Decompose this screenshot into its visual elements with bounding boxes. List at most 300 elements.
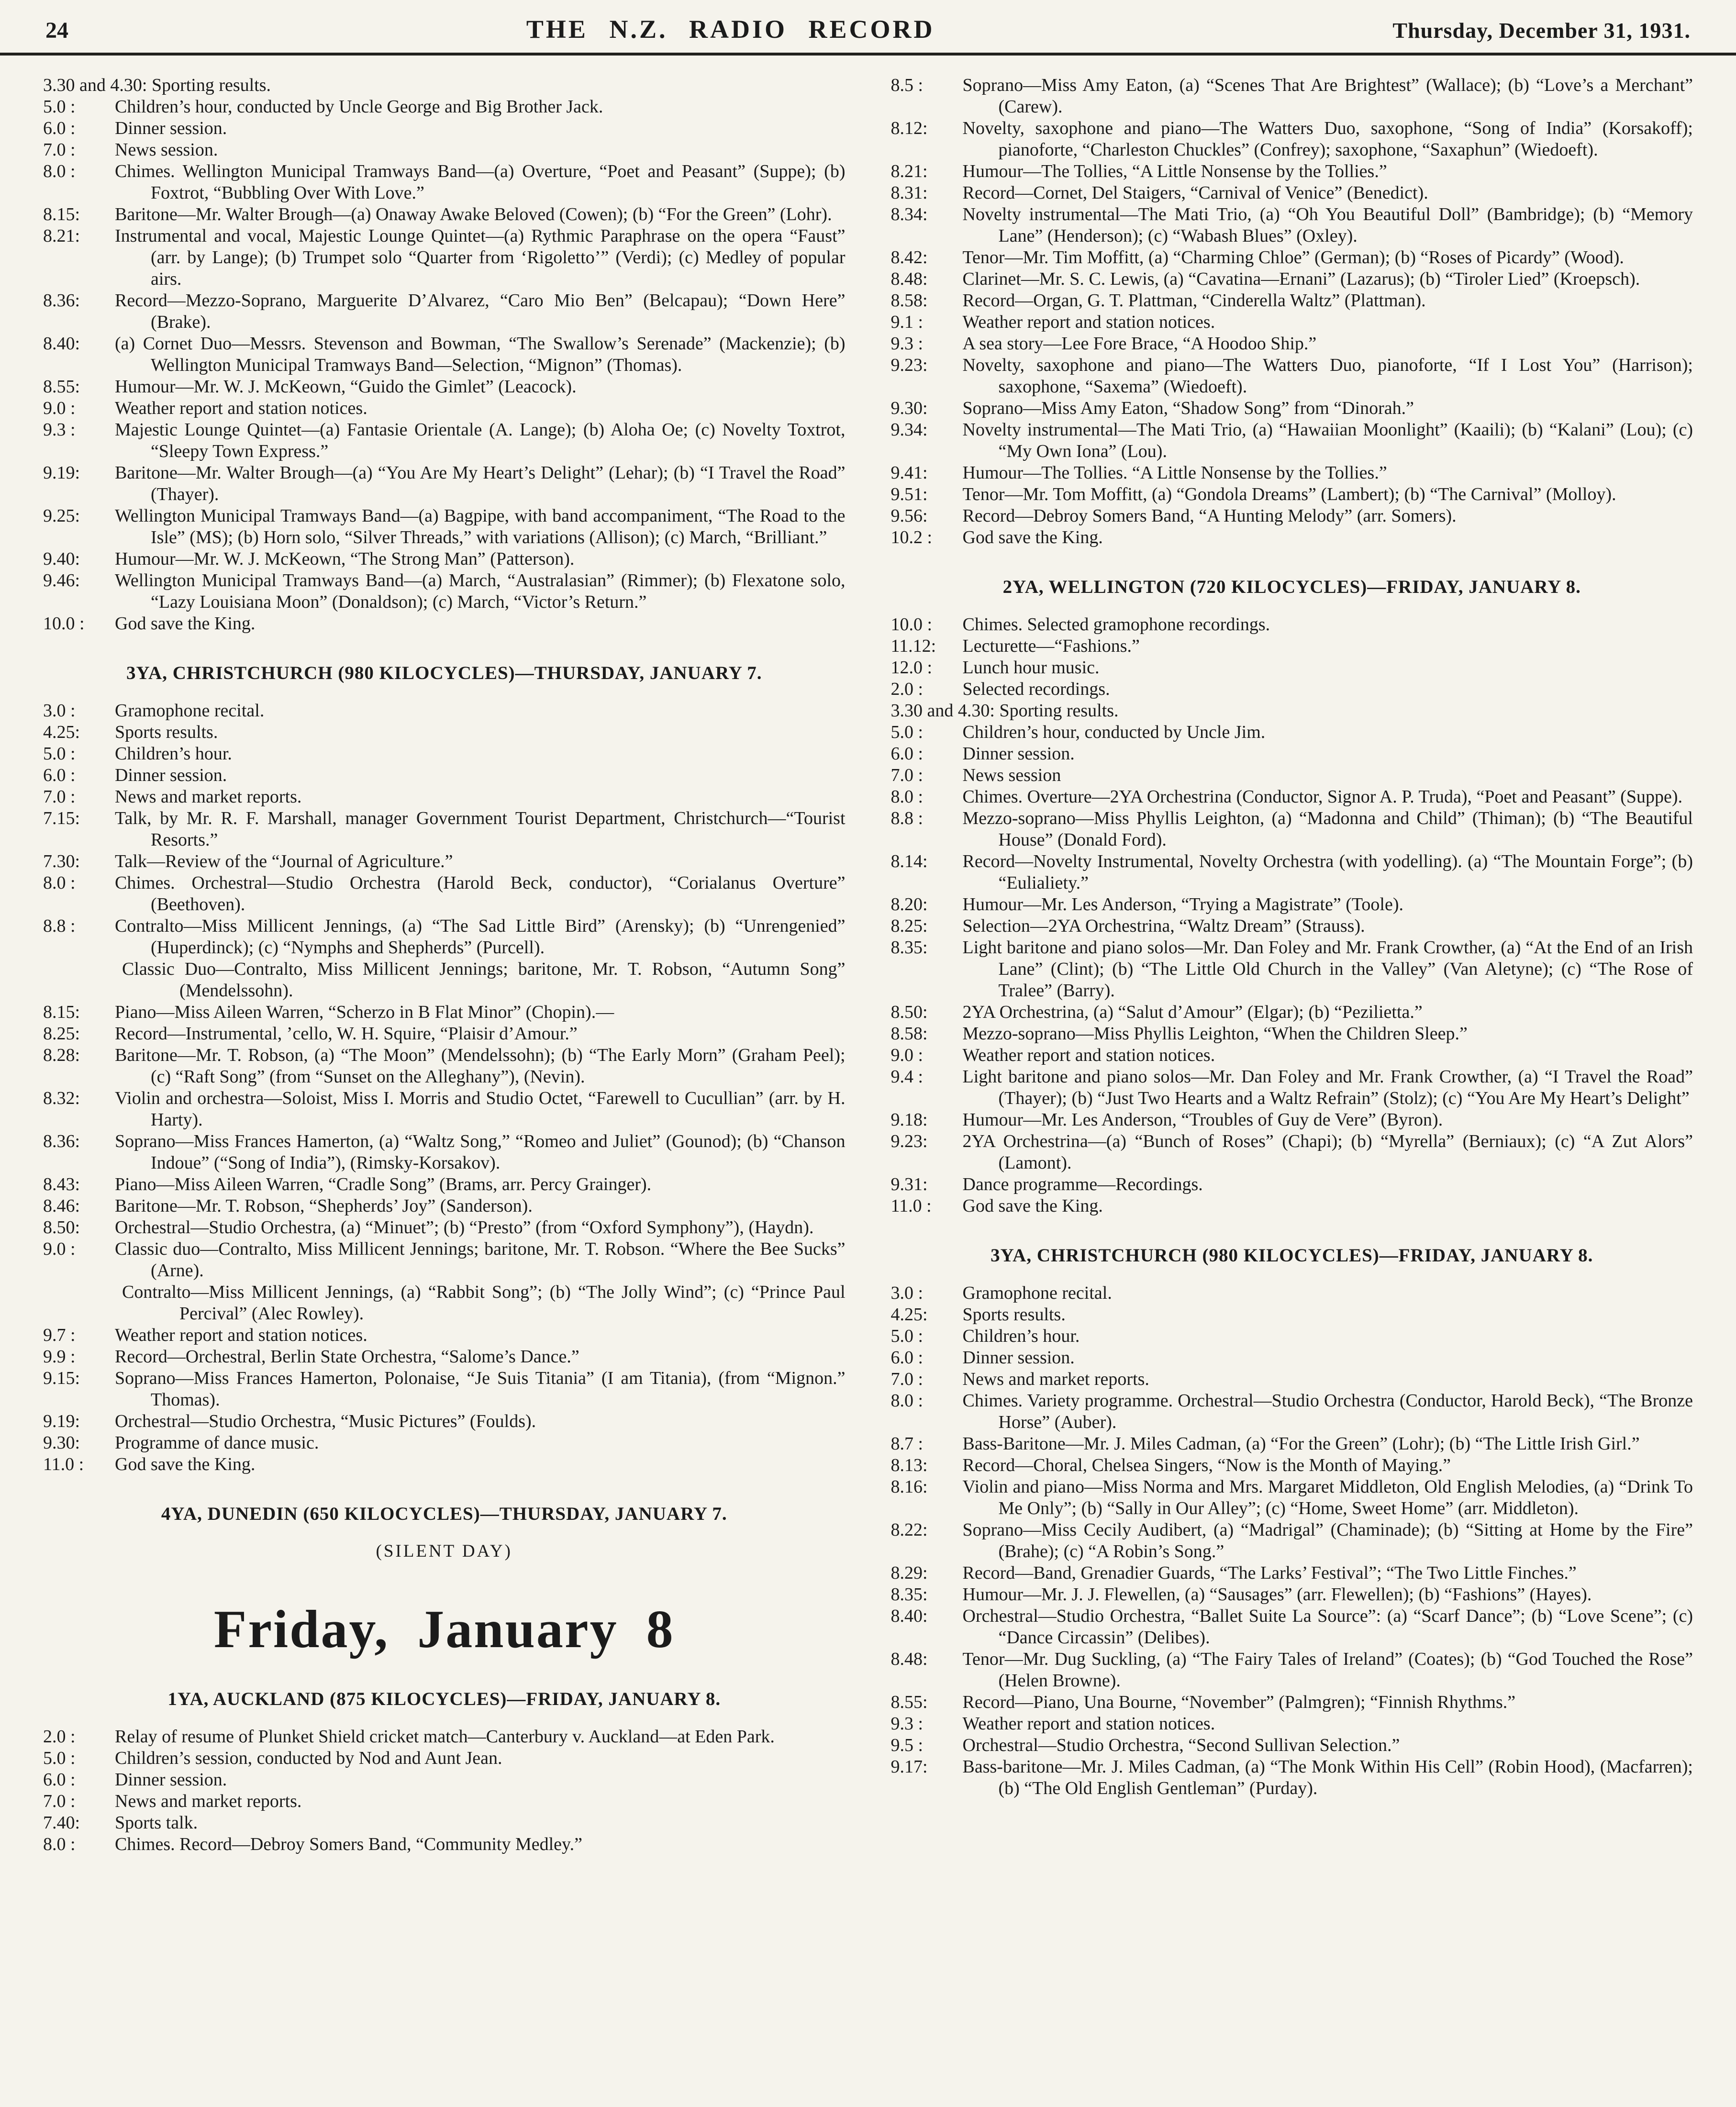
item-text: Children’s session, conducted by Nod and Aunt Jean. bbox=[115, 1748, 502, 1768]
item-text: Instrumental and vocal, Majestic Lounge Quintet—(a) Rythmic Paraphrase on the opera “Faust” (arr. by Lange); (b) Trumpet solo “Quarter from ‘Rigoletto’” (Verdi); (c) Medley of popular airs. bbox=[115, 226, 846, 289]
item-time: 9.0 : bbox=[43, 1239, 76, 1259]
item-text: Orchestral—Studio Orchestra, “Ballet Suite La Source”: (a) “Scarf Dance”; (b) “Love Scene”; (c) “Dance Circassin” (Delibes). bbox=[962, 1606, 1693, 1648]
programme-item bbox=[891, 657, 1693, 679]
programme-item bbox=[891, 1649, 1693, 1692]
item-text: Classic duo—Contralto, Miss Millicent Jennings; baritone, Mr. T. Robson. “Where the Bee Sucks” (Arne). bbox=[115, 1239, 846, 1281]
programme-item bbox=[891, 679, 1693, 700]
item-text: Sporting results. bbox=[151, 75, 271, 95]
programme-item bbox=[891, 765, 1693, 786]
item-text: Sports results. bbox=[962, 1304, 1066, 1325]
item-time: 9.3 : bbox=[890, 1714, 924, 1734]
programme-item bbox=[891, 312, 1693, 333]
item-time: 8.0 : bbox=[43, 1834, 76, 1854]
item-time: 8.28: bbox=[43, 1045, 80, 1065]
programme-item bbox=[43, 75, 846, 96]
programme-item bbox=[891, 1562, 1693, 1584]
item-time: 9.19: bbox=[43, 463, 80, 483]
item-text: Gramophone recital. bbox=[962, 1283, 1112, 1303]
item-time: 7.0 : bbox=[43, 787, 76, 807]
item-text: Orchestral—Studio Orchestra, “Music Pictures” (Foulds). bbox=[115, 1411, 536, 1431]
programme-item bbox=[43, 1346, 846, 1368]
programme-item bbox=[43, 1368, 846, 1411]
programme-item bbox=[891, 355, 1693, 398]
item-time: 8.21: bbox=[890, 161, 928, 181]
item-time: 8.0 : bbox=[890, 1391, 924, 1411]
item-text: Light baritone and piano solos—Mr. Dan Foley and Mr. Frank Crowther, (a) “I Travel the Road” (Thayer); (b) “Just Two Hearts and a Waltz Refrain” (Stolz); (c) “You Are My Heart’s Delight” bbox=[962, 1067, 1693, 1108]
item-text: Wellington Municipal Tramways Band—(a) Bagpipe, with band accompaniment, “The Road to the Isle” (MS); (b) Horn solo, “Silver Threads,” with variations (Allison); (c) March, “Brilliant.” bbox=[115, 506, 846, 547]
item-time: 3.30 and 4.30: bbox=[43, 75, 152, 95]
item-time: 9.34: bbox=[890, 420, 928, 440]
item-text: Chimes. Overture—2YA Orchestrina (Conductor, Signor A. P. Truda), “Poet and Peasant” (Suppe). bbox=[962, 787, 1683, 807]
item-text: Wellington Municipal Tramways Band—(a) March, “Australasian” (Rimmer); (b) Flexatone solo, “Lazy Louisiana Moon” (Donaldson); (c) March, “Victor’s Return.” bbox=[115, 570, 846, 612]
item-text: God save the King. bbox=[962, 1196, 1103, 1216]
item-text: A sea story—Lee Fore Brace, “A Hoodoo Ship.” bbox=[962, 334, 1317, 354]
item-time: 9.5 : bbox=[890, 1735, 924, 1755]
programme-item bbox=[43, 161, 846, 204]
item-text: Dinner session. bbox=[962, 1348, 1075, 1368]
item-text: Programme of dance music. bbox=[115, 1433, 319, 1453]
item-text: Sports results. bbox=[115, 722, 218, 742]
item-text: Dinner session. bbox=[962, 744, 1075, 764]
item-text: Dinner session. bbox=[115, 118, 227, 138]
item-time: 9.18: bbox=[890, 1110, 928, 1130]
item-time: 3.30 and 4.30: bbox=[890, 701, 1000, 721]
item-time: 9.23: bbox=[890, 355, 928, 375]
item-time: 8.58: bbox=[890, 290, 928, 311]
programme-item bbox=[43, 1834, 846, 1855]
item-text: 2YA Orchestrina, (a) “Salut d’Amour” (Elgar); (b) “Pezilietta.” bbox=[962, 1002, 1423, 1022]
programme-item bbox=[43, 505, 846, 548]
programme-item bbox=[891, 635, 1693, 657]
programme-item bbox=[891, 1304, 1693, 1326]
item-text: News and market reports. bbox=[962, 1369, 1149, 1389]
programme-item bbox=[891, 161, 1693, 182]
item-time: 9.46: bbox=[43, 570, 80, 591]
item-time: 2.0 : bbox=[43, 1727, 76, 1747]
programme-item bbox=[43, 851, 846, 872]
programme-item bbox=[43, 1131, 846, 1174]
item-time: 8.0 : bbox=[43, 161, 76, 181]
item-text: Chimes. Orchestral—Studio Orchestra (Harold Beck, conductor), “Corialanus Overture” (Beethoven). bbox=[115, 873, 846, 914]
programme-item bbox=[891, 419, 1693, 462]
item-time: 8.43: bbox=[43, 1174, 80, 1194]
item-text: Children’s hour. bbox=[962, 1326, 1080, 1346]
programme-listing bbox=[43, 700, 846, 1475]
item-time: 11.0 : bbox=[890, 1196, 932, 1216]
programme-columns bbox=[0, 56, 1736, 1861]
item-time: 9.51: bbox=[890, 484, 928, 504]
item-time: 4.25: bbox=[890, 1304, 928, 1325]
item-time: 10.0 : bbox=[890, 614, 933, 635]
programme-item bbox=[891, 937, 1693, 1002]
programme-item bbox=[43, 204, 846, 225]
item-time: 8.35: bbox=[890, 937, 928, 958]
programme-listing bbox=[43, 1726, 846, 1855]
item-text: Lunch hour music. bbox=[962, 658, 1100, 678]
programme-item bbox=[891, 1476, 1693, 1519]
item-text: Record—Cornet, Del Staigers, “Carnival of Venice” (Benedict). bbox=[962, 183, 1428, 203]
item-text: Piano—Miss Aileen Warren, “Cradle Song” (Brams, arr. Percy Grainger). bbox=[115, 1174, 652, 1194]
programme-item bbox=[891, 1735, 1693, 1756]
item-text: Majestic Lounge Quintet—(a) Fantasie Orientale (A. Lange); (b) Aloha Oe; (c) Novelty Toxtrot, “Sleepy Town Express.” bbox=[115, 420, 846, 461]
item-time: 10.2 : bbox=[890, 527, 933, 547]
programme-item bbox=[891, 268, 1693, 290]
item-text: Humour—Mr. J. J. Flewellen, (a) “Sausages” (arr. Flewellen); (b) “Fashions” (Hayes). bbox=[962, 1584, 1592, 1605]
programme-item bbox=[43, 1748, 846, 1769]
left-column bbox=[43, 75, 846, 1861]
item-text: Novelty, saxophone and piano—The Watters Duo, pianoforte, “If I Lost You” (Harrison); saxophone, “Saxema” (Wiedoeft). bbox=[962, 355, 1693, 397]
programme-item bbox=[891, 1347, 1693, 1369]
item-time: 8.55: bbox=[43, 377, 80, 397]
programme-item bbox=[43, 959, 846, 1002]
item-time: 8.50: bbox=[890, 1002, 928, 1022]
item-time: 7.0 : bbox=[43, 1791, 76, 1811]
item-time: 8.36: bbox=[43, 1131, 80, 1151]
programme-item bbox=[43, 1174, 846, 1195]
item-time: 6.0 : bbox=[43, 765, 76, 785]
item-time: 8.22: bbox=[890, 1520, 928, 1540]
item-text: Humour—Mr. W. J. McKeown, “Guido the Gimlet” (Leacock). bbox=[115, 377, 577, 397]
programme-item bbox=[891, 894, 1693, 915]
item-time: 9.4 : bbox=[890, 1067, 924, 1087]
item-time: 5.0 : bbox=[890, 1326, 924, 1346]
item-text: Sports talk. bbox=[115, 1813, 198, 1833]
item-text: Record—Band, Grenadier Guards, “The Larks’ Festival”; “The Two Little Finches.” bbox=[962, 1563, 1577, 1583]
item-time: 8.35: bbox=[890, 1584, 928, 1605]
programme-item bbox=[43, 1791, 846, 1812]
item-time: 8.15: bbox=[43, 1002, 80, 1022]
programme-item bbox=[891, 75, 1693, 118]
item-text: Children’s hour. bbox=[115, 744, 232, 764]
item-time: 12.0 : bbox=[890, 658, 933, 678]
item-time: 3.0 : bbox=[43, 701, 76, 721]
item-text: Soprano—Miss Cecily Audibert, (a) “Madrigal” (Chaminade); (b) “Sitting at Home by the Fire” (Brahe); (c) “A Robin’s Song.” bbox=[962, 1520, 1693, 1561]
item-time: 8.12: bbox=[890, 118, 928, 138]
page-title: THE N.Z. RADIO RECORD bbox=[526, 15, 935, 44]
programme-item bbox=[891, 1519, 1693, 1562]
page-number: 24 bbox=[45, 18, 68, 43]
item-time: 7.0 : bbox=[43, 140, 76, 160]
item-text: Lecturette—“Fashions.” bbox=[962, 636, 1140, 656]
item-time: 6.0 : bbox=[890, 1348, 924, 1368]
item-text: Weather report and station notices. bbox=[962, 1714, 1215, 1734]
item-text: News and market reports. bbox=[115, 787, 302, 807]
item-time: 8.20: bbox=[890, 894, 928, 914]
item-time: 8.31: bbox=[890, 183, 928, 203]
programme-item bbox=[891, 247, 1693, 268]
item-text: Dance programme—Recordings. bbox=[962, 1174, 1203, 1194]
item-text: Dinner session. bbox=[115, 765, 227, 785]
item-time: 7.30: bbox=[43, 851, 80, 871]
item-time: 8.13: bbox=[890, 1455, 928, 1475]
programme-item bbox=[43, 1088, 846, 1131]
item-time: 11.0 : bbox=[43, 1454, 84, 1474]
item-text: News session bbox=[962, 765, 1061, 785]
item-text: Baritone—Mr. Walter Brough—(a) Onaway Awake Beloved (Cowen); (b) “For the Green” (Lohr). bbox=[115, 204, 832, 224]
item-time: 8.48: bbox=[890, 269, 928, 289]
item-time: 6.0 : bbox=[890, 744, 924, 764]
item-time: 9.17: bbox=[890, 1757, 928, 1777]
programme-item bbox=[891, 1692, 1693, 1713]
item-time: 9.41: bbox=[890, 463, 928, 483]
item-text: Gramophone recital. bbox=[115, 701, 265, 721]
programme-item bbox=[891, 118, 1693, 161]
item-text: Tenor—Mr. Tom Moffitt, (a) “Gondola Dreams” (Lambert); (b) “The Carnival” (Molloy). bbox=[962, 484, 1616, 504]
programme-item bbox=[43, 570, 846, 613]
programme-item bbox=[891, 1109, 1693, 1131]
programme-item bbox=[891, 743, 1693, 765]
item-time: 8.46: bbox=[43, 1196, 80, 1216]
item-text: Violin and orchestra—Soloist, Miss I. Morris and Studio Octet, “Farewell to Cucullian” (arr. by H. Harty). bbox=[115, 1088, 846, 1130]
item-text: Contralto—Miss Millicent Jennings, (a) “Rabbit Song”; (b) “The Jolly Wind”; (c) “Prince Paul Percival” (Alec Rowley). bbox=[122, 1282, 846, 1324]
item-text: Light baritone and piano solos—Mr. Dan Foley and Mr. Frank Crowther, (a) “At the End of an Irish Lane” (Clint); (b) “The Little Old Church in the Valley” (Van Aletyne); (c) “The Rose of Tralee” (Barry). bbox=[962, 937, 1693, 1001]
item-text: Record—Organ, G. T. Plattman, “Cinderella Waltz” (Plattman). bbox=[962, 290, 1426, 311]
station-heading: 2YA, WELLINGTON (720 KILOCYCLES)—FRIDAY, JANUARY 8. bbox=[1002, 577, 1581, 597]
item-text: Novelty instrumental—The Mati Trio, (a) “Hawaiian Moonlight” (Kaaili); (b) “Kalani” (Lou); (c) “My Own Iona” (Lou). bbox=[962, 420, 1693, 461]
item-text: Chimes. Wellington Municipal Tramways Band—(a) Overture, “Poet and Peasant” (Suppe); (b) Foxtrot, “Bubbling Over With Love.” bbox=[115, 161, 846, 203]
programme-item bbox=[43, 1812, 846, 1834]
item-time: 9.25: bbox=[43, 506, 80, 526]
programme-item bbox=[891, 462, 1693, 484]
item-time: 8.40: bbox=[890, 1606, 928, 1626]
station-heading: 1YA, AUCKLAND (875 KILOCYCLES)—FRIDAY, JANUARY 8. bbox=[167, 1689, 721, 1709]
programme-item bbox=[891, 1174, 1693, 1195]
item-text: Humour—The Tollies. “A Little Nonsense by the Tollies.” bbox=[962, 463, 1387, 483]
programme-item bbox=[891, 398, 1693, 419]
item-text: Weather report and station notices. bbox=[962, 1045, 1215, 1065]
item-time: 9.19: bbox=[43, 1411, 80, 1431]
masthead bbox=[0, 0, 1736, 56]
item-text: Bass-baritone—Mr. J. Miles Cadman, (a) “The Monk Within His Cell” (Robin Hood), (Macfarren); (b) “The Old English Gentleman” (Purday). bbox=[962, 1757, 1693, 1798]
programme-item bbox=[891, 1390, 1693, 1433]
item-time: 7.40: bbox=[43, 1813, 80, 1833]
programme-item bbox=[891, 614, 1693, 635]
programme-item bbox=[43, 1023, 846, 1045]
programme-listing bbox=[891, 1282, 1693, 1799]
item-time: 3.0 : bbox=[890, 1283, 924, 1303]
item-time: 8.40: bbox=[43, 334, 80, 354]
item-text: Soprano—Miss Frances Hamerton, Polonaise, “Je Suis Titania” (I am Titania), (from “Mignon.” Thomas). bbox=[115, 1368, 846, 1410]
item-time: 5.0 : bbox=[43, 744, 76, 764]
programme-item bbox=[43, 915, 846, 959]
item-text: Record—Debroy Somers Band, “A Hunting Melody” (arr. Somers). bbox=[962, 506, 1457, 526]
right-column bbox=[891, 75, 1693, 1861]
item-time: 8.50: bbox=[43, 1217, 80, 1237]
item-text: Talk—Review of the “Journal of Agriculture.” bbox=[115, 851, 453, 871]
programme-item bbox=[43, 1454, 846, 1475]
item-time: 8.36: bbox=[43, 290, 80, 311]
programme-item bbox=[891, 700, 1693, 722]
programme-item bbox=[43, 872, 846, 915]
item-text: God save the King. bbox=[962, 527, 1103, 547]
item-text: Dinner session. bbox=[115, 1770, 227, 1790]
programme-item bbox=[891, 204, 1693, 247]
item-time: 8.14: bbox=[890, 851, 928, 871]
item-time: 8.25: bbox=[890, 916, 928, 936]
programme-item bbox=[43, 765, 846, 786]
item-text: Record—Mezzo-Soprano, Marguerite D’Alvarez, “Caro Mio Ben” (Belcapau); “Down Here” (Brake). bbox=[115, 290, 846, 332]
item-time: 8.16: bbox=[890, 1477, 928, 1497]
item-time: 9.15: bbox=[43, 1368, 80, 1388]
item-text: Baritone—Mr. Walter Brough—(a) “You Are My Heart’s Delight” (Lehar); (b) “I Travel the Road” (Thayer). bbox=[115, 463, 846, 504]
item-text: Weather report and station notices. bbox=[115, 398, 367, 418]
programme-item bbox=[43, 1726, 846, 1748]
item-time: 9.0 : bbox=[890, 1045, 924, 1065]
item-text: Mezzo-soprano—Miss Phyllis Leighton, “When the Children Sleep.” bbox=[962, 1024, 1468, 1044]
item-text: News and market reports. bbox=[115, 1791, 302, 1811]
item-text: Soprano—Miss Amy Eaton, (a) “Scenes That Are Brightest” (Wallace); (b) “Love’s a Merchant” (Carew). bbox=[962, 75, 1693, 117]
item-time: 10.0 : bbox=[43, 613, 85, 634]
item-text: Humour—Mr. Les Anderson, “Trying a Magistrate” (Toole). bbox=[962, 894, 1403, 914]
item-time: 4.25: bbox=[43, 722, 80, 742]
item-text: God save the King. bbox=[115, 1454, 256, 1474]
day-heading: Friday, January 8 bbox=[213, 1600, 675, 1659]
item-time: 8.25: bbox=[43, 1024, 80, 1044]
item-text: Piano—Miss Aileen Warren, “Scherzo in B Flat Minor” (Chopin).— bbox=[115, 1002, 614, 1022]
programme-item bbox=[891, 484, 1693, 505]
item-time: 9.56: bbox=[890, 506, 928, 526]
station-heading: 3YA, CHRISTCHURCH (980 KILOCYCLES)—FRIDAY, JANUARY 8. bbox=[990, 1245, 1593, 1266]
item-text: Selected recordings. bbox=[962, 679, 1110, 699]
programme-item bbox=[891, 527, 1693, 548]
programme-item bbox=[43, 743, 846, 765]
item-text: Violin and piano—Miss Norma and Mrs. Margaret Middleton, Old English Melodies, (a) “Drink To Me Only”; (b) “Sally in Our Alley”; (c) “Home, Sweet Home” (arr. Middleton). bbox=[962, 1477, 1693, 1518]
item-time: 8.7 : bbox=[890, 1434, 924, 1454]
item-text: Chimes. Record—Debroy Somers Band, “Community Medley.” bbox=[115, 1834, 582, 1854]
item-time: 9.1 : bbox=[890, 312, 924, 332]
item-time: 9.30: bbox=[43, 1433, 80, 1453]
item-time: 7.15: bbox=[43, 808, 80, 828]
item-text: Humour—The Tollies, “A Little Nonsense by the Tollies.” bbox=[962, 161, 1387, 181]
item-text: Orchestral—Studio Orchestra, “Second Sullivan Selection.” bbox=[962, 1735, 1400, 1755]
item-text: God save the King. bbox=[115, 613, 256, 634]
item-time: 8.8 : bbox=[890, 808, 924, 828]
programme-item bbox=[43, 613, 846, 635]
programme-item bbox=[43, 1411, 846, 1432]
item-text: Chimes. Variety programme. Orchestral—Studio Orchestra (Conductor, Harold Beck), “The Bronze Horse” (Auber). bbox=[962, 1391, 1693, 1432]
programme-item bbox=[891, 1756, 1693, 1799]
programme-item bbox=[891, 722, 1693, 743]
item-text: Children’s hour, conducted by Uncle George and Big Brother Jack. bbox=[115, 97, 603, 117]
programme-item bbox=[43, 376, 846, 398]
programme-item bbox=[891, 1195, 1693, 1217]
item-time: 8.21: bbox=[43, 226, 80, 246]
programme-item bbox=[891, 786, 1693, 808]
programme-item bbox=[43, 808, 846, 851]
programme-listing bbox=[43, 75, 846, 635]
item-time: 2.0 : bbox=[890, 679, 924, 699]
item-time: 6.0 : bbox=[43, 118, 76, 138]
programme-item bbox=[891, 1023, 1693, 1045]
issue-date: Thursday, December 31, 1931. bbox=[1392, 18, 1691, 43]
item-time: 5.0 : bbox=[890, 722, 924, 742]
item-text: Record—Instrumental, ’cello, W. H. Squire, “Plaisir d’Amour.” bbox=[115, 1024, 578, 1044]
item-time: 9.31: bbox=[890, 1174, 928, 1194]
item-time: 8.0 : bbox=[43, 873, 76, 893]
item-text: Humour—Mr. W. J. McKeown, “The Strong Man” (Patterson). bbox=[115, 549, 575, 569]
programme-item bbox=[43, 398, 846, 419]
programme-item bbox=[43, 1325, 846, 1346]
item-text: Classic Duo—Contralto, Miss Millicent Jennings; baritone, Mr. T. Robson, “Autumn Song” (Mendelssohn). bbox=[122, 959, 846, 1001]
item-text: Soprano—Miss Frances Hamerton, (a) “Waltz Song,” “Romeo and Juliet” (Gounod); (b) “Chanson Indoue” (“Song of India”), (Rimsky-Korsakov). bbox=[115, 1131, 846, 1173]
item-time: 8.34: bbox=[890, 204, 928, 224]
programme-item bbox=[891, 1713, 1693, 1735]
station-heading: 3YA, CHRISTCHURCH (980 KILOCYCLES)—THURSDAY, JANUARY 7. bbox=[126, 663, 762, 683]
item-text: Tenor—Mr. Tim Moffitt, (a) “Charming Chloe” (German); (b) “Roses of Picardy” (Wood). bbox=[962, 247, 1624, 268]
programme-item bbox=[891, 1433, 1693, 1455]
programme-listing bbox=[891, 75, 1693, 548]
item-time: 5.0 : bbox=[43, 97, 76, 117]
programme-item bbox=[891, 1455, 1693, 1476]
programme-item bbox=[891, 851, 1693, 894]
item-time: 8.55: bbox=[890, 1692, 928, 1712]
item-text: Talk, by Mr. R. F. Marshall, manager Government Tourist Department, Christchurch—“Tourist Resorts.” bbox=[115, 808, 846, 850]
item-text: Baritone—Mr. T. Robson, “Shepherds’ Joy” (Sanderson). bbox=[115, 1196, 533, 1216]
item-text: Orchestral—Studio Orchestra, (a) “Minuet”; (b) “Presto” (from “Oxford Symphony”), (Haydn). bbox=[115, 1217, 814, 1237]
programme-item bbox=[43, 1769, 846, 1791]
item-time: 8.58: bbox=[890, 1024, 928, 1044]
item-text: Relay of resume of Plunket Shield cricket match—Canterbury v. Auckland—at Eden Park. bbox=[115, 1727, 775, 1747]
programme-item bbox=[43, 700, 846, 722]
item-text: Clarinet—Mr. S. C. Lewis, (a) “Cavatina—Ernani” (Lazarus); (b) “Tiroler Lied” (Kroepsch). bbox=[962, 269, 1640, 289]
programme-item bbox=[43, 548, 846, 570]
programme-item bbox=[43, 290, 846, 333]
item-time: 11.12: bbox=[890, 636, 936, 656]
item-text: Mezzo-soprano—Miss Phyllis Leighton, (a) “Madonna and Child” (Thiman); (b) “The Beautiful House” (Donald Ford). bbox=[962, 808, 1693, 850]
item-text: Record—Novelty Instrumental, Novelty Orchestra (with yodelling). (a) “The Mountain Forge”; (b) “Eulialiety.” bbox=[962, 851, 1693, 893]
programme-item bbox=[43, 1238, 846, 1282]
item-text: Bass-Baritone—Mr. J. Miles Cadman, (a) “For the Green” (Lohr); (b) “The Little Irish Girl.” bbox=[962, 1434, 1640, 1454]
item-time: 9.23: bbox=[890, 1131, 928, 1151]
item-time: 7.0 : bbox=[890, 765, 924, 785]
item-time: 9.3 : bbox=[43, 420, 76, 440]
item-time: 9.3 : bbox=[890, 334, 924, 354]
item-text: (a) Cornet Duo—Messrs. Stevenson and Bowman, “The Swallow’s Serenade” (Mackenzie); (b) Wellington Municipal Tramways Band—Selection, “Mignon” (Thomas). bbox=[115, 334, 846, 375]
programme-item bbox=[891, 1584, 1693, 1605]
item-time: 9.9 : bbox=[43, 1347, 76, 1367]
programme-item bbox=[43, 1045, 846, 1088]
programme-item bbox=[891, 1131, 1693, 1174]
programme-item bbox=[43, 722, 846, 743]
item-text: Selection—2YA Orchestrina, “Waltz Dream” (Strauss). bbox=[962, 916, 1365, 936]
item-time: 8.32: bbox=[43, 1088, 80, 1108]
item-text: Contralto—Miss Millicent Jennings, (a) “The Sad Little Bird” (Arensky); (b) “Unrengenied” (Huperdinck); (c) “Nymphs and Shepherds” (Purcell). bbox=[115, 916, 846, 958]
programme-item bbox=[43, 462, 846, 505]
programme-item bbox=[43, 1002, 846, 1023]
item-time: 8.29: bbox=[890, 1563, 928, 1583]
item-time: 8.15: bbox=[43, 204, 80, 224]
item-time: 8.42: bbox=[890, 247, 928, 268]
programme-listing bbox=[891, 614, 1693, 1217]
item-time: 8.0 : bbox=[890, 787, 924, 807]
item-text: Soprano—Miss Amy Eaton, “Shadow Song” from “Dinorah.” bbox=[962, 398, 1414, 418]
programme-item bbox=[43, 1282, 846, 1325]
item-text: Children’s hour, conducted by Uncle Jim. bbox=[962, 722, 1266, 742]
programme-item bbox=[43, 118, 846, 139]
item-time: 7.0 : bbox=[890, 1369, 924, 1389]
programme-item bbox=[891, 1605, 1693, 1649]
station-heading: 4YA, DUNEDIN (650 KILOCYCLES)—THURSDAY, JANUARY 7. bbox=[161, 1504, 727, 1524]
programme-item bbox=[43, 1217, 846, 1238]
programme-item bbox=[43, 419, 846, 462]
item-time: 9.7 : bbox=[43, 1325, 76, 1345]
item-text: Record—Orchestral, Berlin State Orchestra, “Salome’s Dance.” bbox=[115, 1347, 579, 1367]
item-time: 9.30: bbox=[890, 398, 928, 418]
item-text: Record—Piano, Una Bourne, “November” (Palmgren); “Finnish Rhythms.” bbox=[962, 1692, 1516, 1712]
item-text: Tenor—Mr. Dug Suckling, (a) “The Fairy Tales of Ireland” (Coates); (b) “God Touched the Rose” (Helen Browne). bbox=[962, 1649, 1693, 1691]
item-text: Weather report and station notices. bbox=[115, 1325, 367, 1345]
programme-item bbox=[43, 786, 846, 808]
